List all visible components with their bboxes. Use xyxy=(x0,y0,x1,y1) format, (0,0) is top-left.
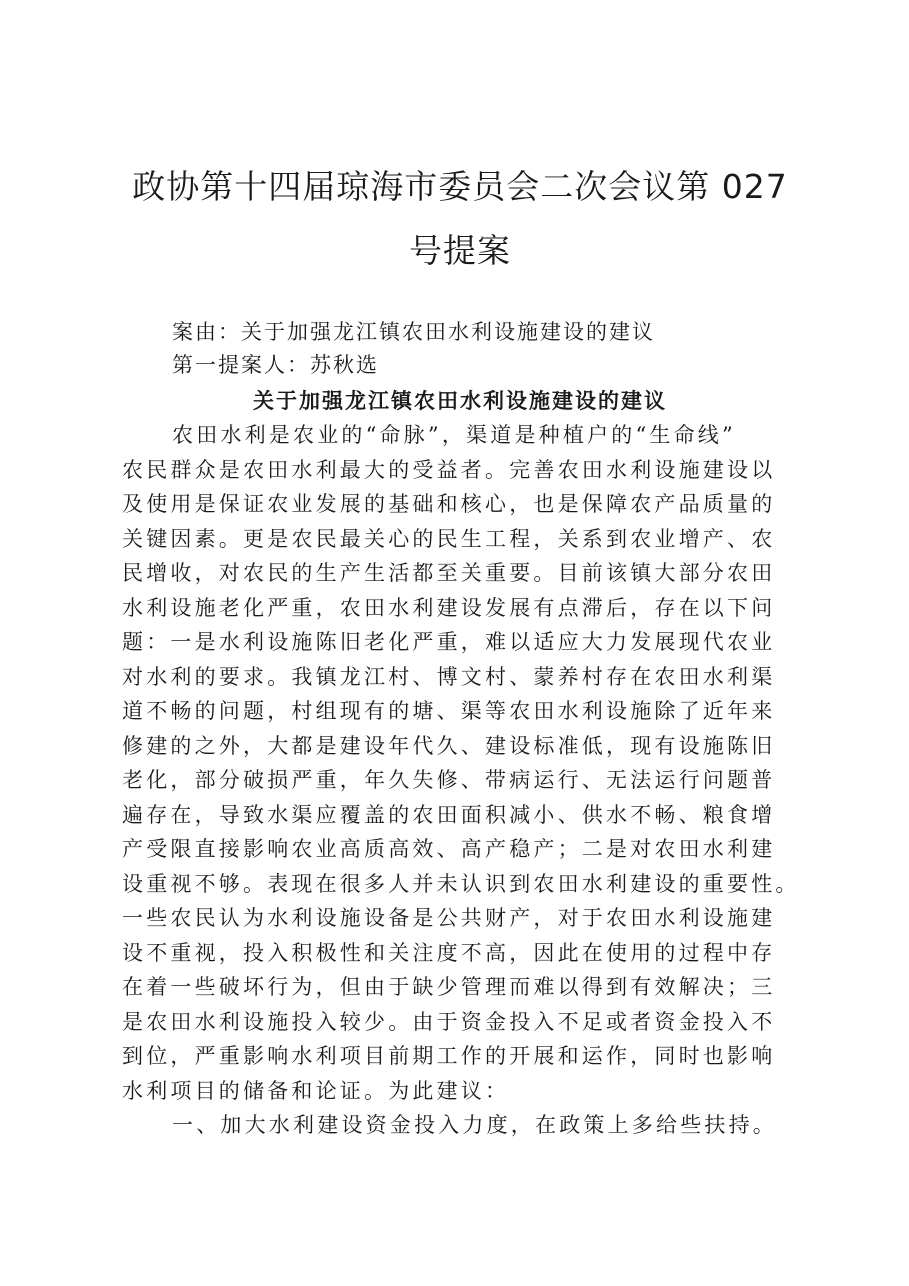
body-line: 产受限直接影响农业高质高效、高产稳产；二是对农田水利建 xyxy=(122,837,776,861)
body-line: 水利项目的储备和论证。为此建议： xyxy=(122,1078,510,1103)
document-title xyxy=(120,155,800,283)
body-line: 一些农民认为水利设施设备是公共财产，对于农田水利设施建 xyxy=(122,906,776,930)
body-line: 老化，部分破损严重，年久失修、带病运行、无法运行问题普 xyxy=(122,768,776,792)
body-line: 水利设施老化严重，农田水利建设发展有点滞后，存在以下问 xyxy=(122,595,776,620)
proposal-subtitle: 关于加强龙江镇农田水利设施建设的建议 xyxy=(253,388,667,413)
proposal-body xyxy=(122,418,806,1143)
title-line-1: 政协第十四届琼海市委员会二次会议第 027 xyxy=(132,167,788,206)
body-line: 修建的之外，大都是建设年代久、建设标准低，现有设施陈旧 xyxy=(122,733,776,758)
body-line: 道不畅的问题，村组现有的塘、渠等农田水利设施除了近年来 xyxy=(122,699,776,723)
body-line: 农田水利是农业的“命脉”，渠道是种植户的“生命线” xyxy=(172,423,736,447)
body-line: 设不重视，投入积极性和关注度不高，因此在使用的过程中存 xyxy=(122,940,776,965)
body-line: 在着一些破坏行为，但由于缺少管理而难以得到有效解决；三 xyxy=(122,975,776,999)
body-line: 是农田水利设施投入较少。由于资金投入不足或者资金投入不 xyxy=(122,1009,776,1034)
body-line: 题：一是水利设施陈旧老化严重，难以适应大力发展现代农业 xyxy=(122,630,776,654)
body-line: 农民群众是农田水利最大的受益者。完善农田水利设施建设以 xyxy=(122,457,776,482)
body-line: 关键因素。更是农民最关心的民生工程，关系到农业增产、农 xyxy=(122,526,776,551)
proposal-cause: 案由：关于加强龙江镇农田水利设施建设的建议 xyxy=(172,320,655,344)
body-line: 一、加大水利建设资金投入力度，在政策上多给些扶持。 xyxy=(172,1113,777,1137)
body-line: 到位，严重影响水利项目前期工作的开展和运作，同时也影响 xyxy=(122,1044,776,1068)
title-line-2: 号提案 xyxy=(409,231,511,270)
body-line: 遍存在，导致水渠应覆盖的农田面积减小、供水不畅、粮食增 xyxy=(122,802,776,827)
body-line: 对水利的要求。我镇龙江村、博文村、蒙养村存在农田水利渠 xyxy=(122,664,776,689)
first-proposer: 第一提案人：苏秋选 xyxy=(172,353,379,377)
body-line: 设重视不够。表现在很多人并未认识到农田水利建设的重要性。 xyxy=(122,871,800,896)
body-line: 民增收，对农民的生产生活都至关重要。目前该镇大部分农田 xyxy=(122,561,776,585)
body-line: 及使用是保证农业发展的基础和核心，也是保障农产品质量的 xyxy=(122,492,776,516)
